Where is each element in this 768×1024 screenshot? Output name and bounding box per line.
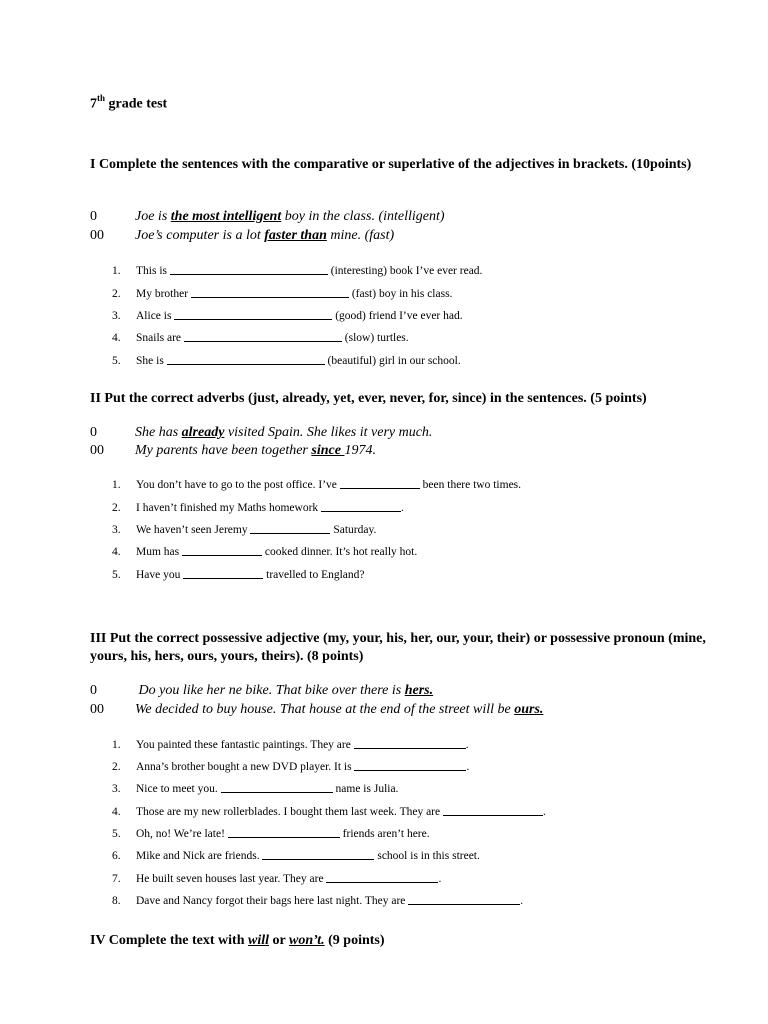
example-row: 0 Joe is the most intelligent boy in the class. (intelligent) <box>90 209 445 224</box>
exercise-item: 4. Mum has cooked dinner. It’s hot really hot. <box>112 546 418 558</box>
answer-blank[interactable] <box>354 737 466 749</box>
exercise-item: 7. He built seven houses last year. They are . <box>112 873 442 885</box>
answer-blank[interactable] <box>184 330 342 342</box>
exercise-item: 2. My brother (fast) boy in his class. <box>112 288 453 300</box>
answer-blank[interactable] <box>326 871 438 883</box>
answer-blank[interactable] <box>443 804 543 816</box>
answer-blank[interactable] <box>174 308 332 320</box>
section-2-heading: II Put the correct adverbs (just, already, yet, ever, never, for, since) in the sentences. (5 points) <box>90 391 647 406</box>
exercise-item: 2. I haven’t finished my Maths homework . <box>112 502 404 514</box>
exercise-item: 5. She is (beautiful) girl in our school. <box>112 355 461 367</box>
section-1-heading: I Complete the sentences with the comparative or superlative of the adjectives in brackets. (10points) <box>90 157 692 172</box>
answer-blank[interactable] <box>354 759 466 771</box>
answer-blank[interactable] <box>221 781 333 793</box>
answer-blank[interactable] <box>183 567 263 579</box>
answer-blank[interactable] <box>228 826 340 838</box>
exercise-item: 2. Anna’s brother bought a new DVD player. It is . <box>112 761 470 773</box>
example-row: 00 My parents have been together since 1974. <box>90 443 376 458</box>
section-4-heading: IV Complete the text with will or won’t. (9 points) <box>90 933 385 948</box>
exercise-item: 3. Alice is (good) friend I’ve ever had. <box>112 310 463 322</box>
exercise-item: 4. Snails are (slow) turtles. <box>112 332 409 344</box>
answer-blank[interactable] <box>321 500 401 512</box>
example-row: 00 We decided to buy house. That house at the end of the street will be ours. <box>90 702 544 717</box>
exercise-item: 5. Oh, no! We’re late! friends aren’t here. <box>112 828 430 840</box>
answer-blank[interactable] <box>250 522 330 534</box>
answer-blank[interactable] <box>191 286 349 298</box>
example-row: 0 She has already visited Spain. She likes it very much. <box>90 425 433 440</box>
answer-blank[interactable] <box>408 893 520 905</box>
exercise-item: 1. You painted these fantastic paintings. They are . <box>112 739 469 751</box>
exercise-item: 1. You don’t have to go to the post office. I’ve been there two times. <box>112 479 522 491</box>
example-row: 00 Joe’s computer is a lot faster than mine. (fast) <box>90 228 395 243</box>
exercise-item: 3. Nice to meet you. name is Julia. <box>112 783 399 795</box>
answer-blank[interactable] <box>182 544 262 556</box>
section-3-heading: III Put the correct possessive adjective (my, your, his, her, our, your, their) or possessive pronoun (mine, yours, his, hers, ours, yours, theirs). (8 points) <box>90 631 706 664</box>
exercise-item: 8. Dave and Nancy forgot their bags here last night. They are . <box>112 895 524 907</box>
exercise-item: 4. Those are my new rollerblades. I bought them last week. They are . <box>112 806 546 818</box>
answer-blank[interactable] <box>170 263 328 275</box>
exercise-item: 3. We haven’t seen Jeremy Saturday. <box>112 524 377 536</box>
answer-blank[interactable] <box>262 848 374 860</box>
answer-blank[interactable] <box>167 353 325 365</box>
exercise-item: 5. Have you travelled to England? <box>112 569 365 581</box>
page-title: 7th grade test <box>90 93 168 112</box>
answer-blank[interactable] <box>340 477 420 489</box>
exercise-item: 1. This is (interesting) book I’ve ever read. <box>112 265 483 277</box>
exercise-item: 6. Mike and Nick are friends. school is in this street. <box>112 850 480 862</box>
example-row: 0 Do you like her ne bike. That bike over there is hers. <box>90 683 434 698</box>
